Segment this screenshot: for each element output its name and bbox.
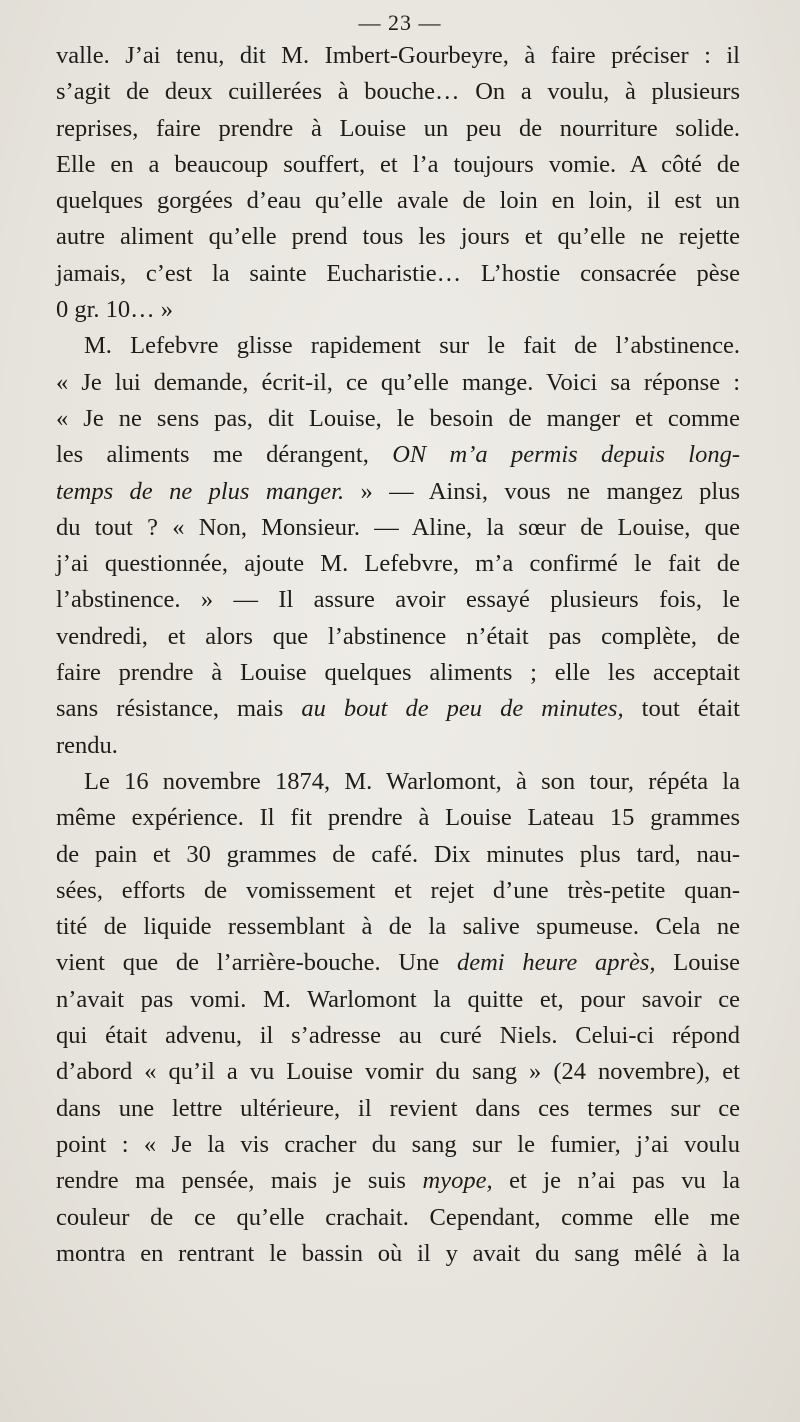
text-line: rendu. xyxy=(56,731,118,759)
text-line xyxy=(56,691,740,727)
text-line: s’agit de deux cuillerées à bouche… On a voulu, à plusieurs xyxy=(56,78,740,106)
text-line: vendredi, et alors que l’abstinence n’était pas complète, de xyxy=(56,622,740,650)
text-line: autre aliment qu’elle prend tous les jours et qu’elle ne rejette xyxy=(56,223,740,251)
text-run: » — Ainsi, vous ne mangez plus xyxy=(344,477,740,505)
text-line: couleur de ce qu’elle crachait. Cependant, comme elle me xyxy=(56,1203,740,1231)
text-line: « Je lui demande, écrit-il, ce qu’elle mange. Voici sa réponse : xyxy=(56,368,740,396)
text-line: jamais, c’est la sainte Eucharistie… L’hostie consacrée pèse xyxy=(56,259,740,287)
text-line xyxy=(56,1163,740,1199)
text-line: montra en rentrant le bassin où il y avait du sang mêlé à la xyxy=(56,1239,740,1267)
italic-text-run: au bout de peu de minutes, xyxy=(301,695,624,723)
text-line: valle. J’ai tenu, dit M. Imbert-Gourbeyre, à faire préciser : il xyxy=(56,42,740,69)
text-line xyxy=(56,437,740,473)
text-run: les aliments me dérangent, xyxy=(56,441,393,469)
text-run: et je n’ai pas vu la xyxy=(492,1167,741,1195)
text-line xyxy=(56,945,740,981)
text-line: quelques gorgées d’eau qu’elle avale de loin en loin, il est un xyxy=(56,187,740,215)
text-run: sans résistance, mais xyxy=(56,695,302,723)
text-line: « Je ne sens pas, dit Louise, le besoin de manger et comme xyxy=(56,404,740,432)
text-line: qui était advenu, il s’adresse au curé Niels. Celui-ci répond xyxy=(56,1022,740,1050)
text-line: 0 gr. 10… » xyxy=(56,296,174,324)
text-line xyxy=(56,474,740,510)
text-line: Le 16 novembre 1874, M. Warlomont, à son tour, répéta la xyxy=(84,767,740,795)
italic-text-run: temps de ne plus manger. xyxy=(56,477,345,505)
text-line: n’avait pas vomi. M. Warlomont la quitte et, pour savoir ce xyxy=(56,985,740,1013)
text-run: tout était xyxy=(623,695,740,723)
italic-text-run: myope, xyxy=(422,1167,493,1195)
italic-text-run: ON m’a permis depuis long- xyxy=(392,441,741,469)
text-run: vient que de l’arrière-bouche. Une xyxy=(56,949,457,977)
page-number: — 23 — xyxy=(358,10,442,35)
text-line: j’ai questionnée, ajoute M. Lefebvre, m’a confirmé le fait de xyxy=(56,550,740,578)
text-line: M. Lefebvre glisse rapidement sur le fait de l’abstinence. xyxy=(84,332,740,360)
text-line: du tout ? « Non, Monsieur. — Aline, la sœur de Louise, que xyxy=(56,513,740,541)
text-line: sées, efforts de vomissement et rejet d’une très-petite quan- xyxy=(56,876,740,904)
text-line: faire prendre à Louise quelques aliments ; elle les acceptait xyxy=(56,659,740,687)
text-line: point : « Je la vis cracher du sang sur le fumier, j’ai voulu xyxy=(56,1130,740,1158)
text-line: tité de liquide ressemblant à de la salive spumeuse. Cela ne xyxy=(56,913,740,941)
text-line: d’abord « qu’il a vu Louise vomir du sang » (24 novembre), et xyxy=(56,1058,740,1086)
text-line: même expérience. Il fit prendre à Louise Lateau 15 grammes xyxy=(56,804,740,832)
text-line: dans une lettre ultérieure, il revient dans ces termes sur ce xyxy=(56,1094,740,1122)
text-run: Louise xyxy=(655,949,740,977)
text-line: de pain et 30 grammes de café. Dix minutes plus tard, nau- xyxy=(56,840,740,868)
body-text xyxy=(56,38,740,1272)
text-line: reprises, faire prendre à Louise un peu de nourriture solide. xyxy=(56,114,740,142)
text-line: Elle en a beaucoup souffert, et l’a toujours vomie. A côté de xyxy=(56,150,740,178)
text-run: rendre ma pensée, mais je suis xyxy=(56,1167,423,1195)
text-line: l’abstinence. » — Il assure avoir essayé plusieurs fois, le xyxy=(56,586,740,614)
italic-text-run: demi heure après, xyxy=(456,949,656,977)
